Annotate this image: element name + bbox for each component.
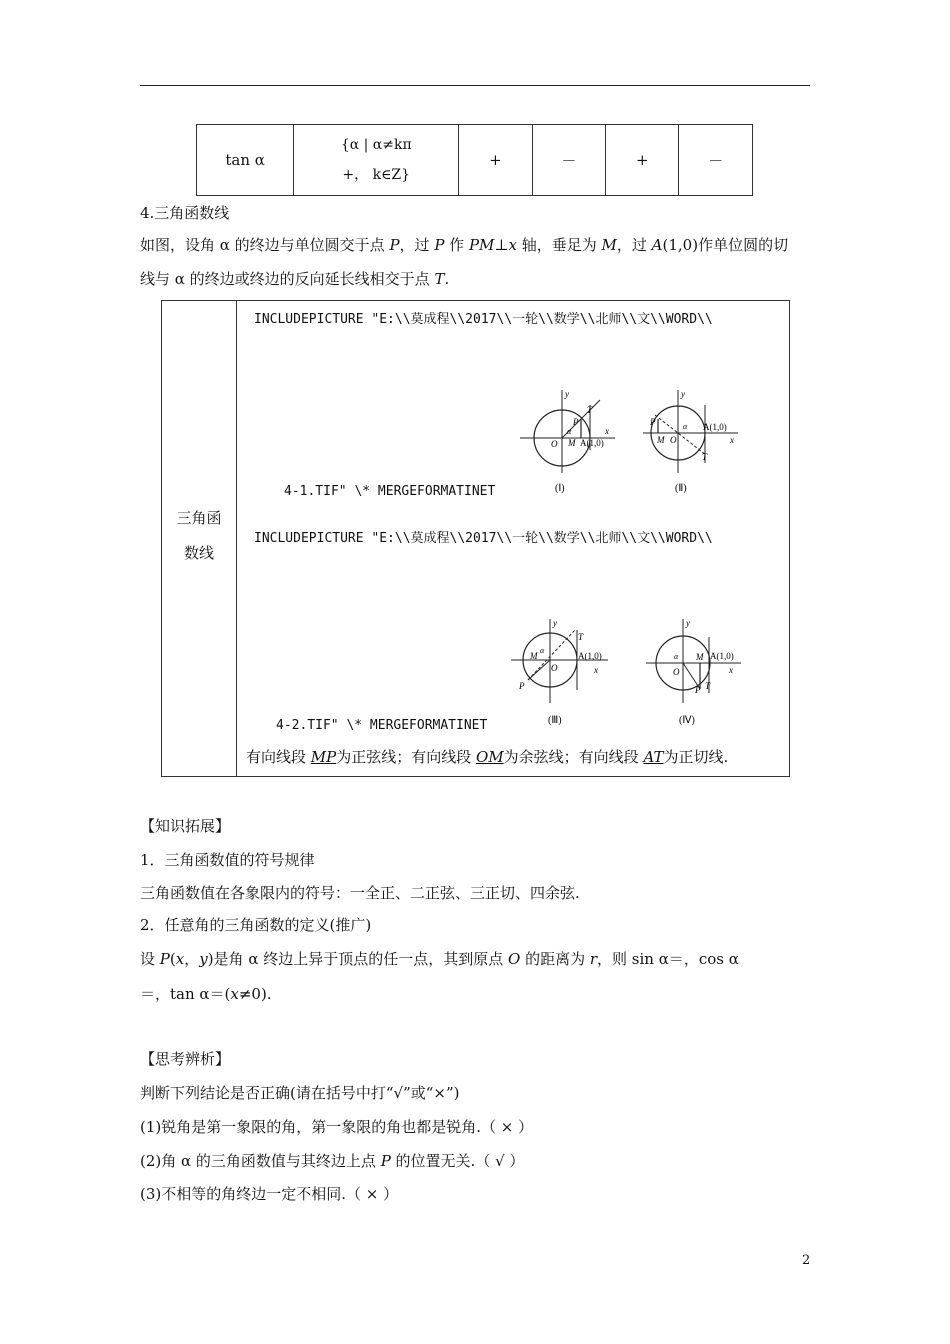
func-name: tan α bbox=[225, 151, 265, 169]
table-row bbox=[197, 125, 753, 196]
text: 如图，设角 α 的终边与单位圆交于点 bbox=[140, 236, 390, 254]
var-P: P bbox=[380, 1152, 391, 1170]
sign-q1: + bbox=[459, 125, 532, 196]
label-alpha: α bbox=[540, 646, 545, 655]
extension-item2: 2．任意角的三角函数的定义(推广) bbox=[140, 916, 372, 934]
label-alpha: α bbox=[683, 422, 688, 431]
var-x: x bbox=[230, 985, 239, 1003]
thinking-heading: 【思考辨析】 bbox=[140, 1050, 231, 1068]
text: 为余弦线；有向线段 bbox=[503, 748, 644, 766]
label-M: M bbox=[696, 652, 704, 662]
label-P: P bbox=[573, 417, 579, 427]
label-P: P bbox=[519, 681, 525, 691]
label-T: T bbox=[705, 681, 711, 691]
figure-2 bbox=[640, 385, 750, 500]
text: 为正切线. bbox=[663, 748, 729, 766]
var-P: P bbox=[159, 950, 170, 968]
var-x: x bbox=[175, 950, 185, 968]
label-M: M bbox=[657, 435, 665, 445]
box-label-line1: 三角函 bbox=[176, 509, 222, 527]
text: 的位置无关.（ √ ） bbox=[390, 1152, 525, 1170]
text: ，过 bbox=[616, 236, 652, 254]
func-cell bbox=[197, 125, 294, 196]
text: (2)角 α 的三角函数值与其终边上点 bbox=[140, 1152, 381, 1170]
label-P: P bbox=[695, 685, 701, 695]
page-number: 2 bbox=[802, 1253, 811, 1268]
text: 作 bbox=[444, 236, 469, 254]
var-r: r bbox=[589, 950, 598, 968]
section4-heading: 4.三角函数线 bbox=[140, 204, 230, 222]
var-T: T bbox=[434, 270, 445, 288]
box-label-line2: 数线 bbox=[183, 544, 214, 562]
figure-1 bbox=[515, 385, 625, 500]
text: 有向线段 bbox=[246, 748, 311, 766]
extension-item2-line2 bbox=[140, 983, 272, 1004]
text: ，过 bbox=[399, 236, 435, 254]
label-T: T bbox=[702, 452, 708, 462]
trig-line-summary bbox=[246, 746, 728, 767]
label-O: O bbox=[670, 435, 677, 445]
text: (1,0)作单位圆的切 bbox=[662, 236, 789, 254]
text: ＝，tan α＝( bbox=[140, 985, 231, 1003]
figure-2-caption: (Ⅱ) bbox=[675, 483, 687, 494]
label-A: A(1,0) bbox=[710, 651, 734, 661]
text: . bbox=[444, 270, 450, 288]
sign-q2: － bbox=[532, 125, 605, 196]
sign-table bbox=[196, 124, 753, 196]
thinking-q3: (3)不相等的角终边一定不相同.（ × ） bbox=[140, 1185, 399, 1203]
extension-item1: 1．三角函数值的符号规律 bbox=[140, 851, 315, 869]
figure-3-caption: (Ⅲ) bbox=[548, 715, 562, 726]
label-y: y bbox=[681, 389, 685, 399]
label-A: A(1,0) bbox=[580, 438, 604, 448]
section4-para-line2 bbox=[140, 268, 449, 289]
label-y: y bbox=[686, 618, 690, 628]
var-y: y bbox=[199, 950, 208, 968]
text: )是角 α 终边上异于顶点的任一点，其到原点 bbox=[207, 950, 508, 968]
merge-field-1: 4-1.TIF" \* MERGEFORMATINET bbox=[284, 484, 496, 499]
text: 为正弦线；有向线段 bbox=[336, 748, 477, 766]
var-P: P bbox=[434, 236, 445, 254]
var-M: M bbox=[601, 236, 617, 254]
domain-line2: +， k∈Z} bbox=[342, 167, 411, 183]
label-T: T bbox=[587, 405, 593, 415]
segment-OM: OM bbox=[476, 748, 504, 766]
text: ，则 sin α＝，cos α bbox=[597, 950, 739, 968]
text: ⊥ bbox=[494, 236, 509, 254]
label-M: M bbox=[568, 438, 576, 448]
segment-MP: MP bbox=[310, 748, 337, 766]
include-field-1: INCLUDEPICTURE "E:\\莫成程\\2017\\一轮\\数学\\北师\\文\\WORD\\ bbox=[254, 312, 713, 327]
var-O: O bbox=[508, 950, 521, 968]
var-A: A bbox=[651, 236, 663, 254]
header-rule bbox=[140, 85, 810, 86]
label-P: P bbox=[650, 417, 656, 427]
label-A: A(1,0) bbox=[703, 422, 727, 432]
section4-para-line1 bbox=[140, 234, 788, 255]
text: 轴，垂足为 bbox=[516, 236, 602, 254]
label-O: O bbox=[551, 663, 558, 673]
var-PM: PM bbox=[468, 236, 495, 254]
label-alpha: α bbox=[674, 652, 679, 661]
thinking-q2 bbox=[140, 1150, 524, 1171]
domain-cell bbox=[294, 125, 459, 196]
label-A: A(1,0) bbox=[578, 651, 602, 661]
extension-heading: 【知识拓展】 bbox=[140, 817, 231, 835]
text: 的距离为 bbox=[520, 950, 590, 968]
figure-3 bbox=[508, 615, 623, 730]
figure-4-caption: (Ⅳ) bbox=[679, 715, 695, 726]
var-x: x bbox=[508, 236, 517, 254]
label-T: T bbox=[578, 632, 584, 642]
label-x: x bbox=[594, 665, 598, 675]
label-x: x bbox=[729, 665, 733, 675]
text: 线与 α 的终边或终边的反向延长线相交于点 bbox=[140, 270, 435, 288]
label-alpha: α bbox=[567, 427, 572, 436]
merge-field-2: 4-2.TIF" \* MERGEFORMATINET bbox=[276, 718, 488, 733]
label-O: O bbox=[551, 439, 558, 449]
figure-1-caption: (Ⅰ) bbox=[555, 483, 565, 494]
label-x: x bbox=[730, 435, 734, 445]
text: ， bbox=[184, 950, 200, 968]
label-x: x bbox=[605, 426, 609, 436]
figure-4 bbox=[643, 615, 753, 730]
include-field-2: INCLUDEPICTURE "E:\\莫成程\\2017\\一轮\\数学\\北师\\文\\WORD\\ bbox=[254, 531, 713, 546]
domain-line1: {α | α≠kπ bbox=[340, 137, 412, 153]
extension-item2-line1 bbox=[140, 948, 739, 969]
thinking-q1: (1)锐角是第一象限的角，第一象限的角也都是锐角.（ × ） bbox=[140, 1118, 534, 1136]
var-P: P bbox=[389, 236, 400, 254]
sign-q3: + bbox=[606, 125, 679, 196]
text: ≠0). bbox=[238, 985, 272, 1003]
label-y: y bbox=[565, 389, 569, 399]
sign-q4: － bbox=[679, 125, 753, 196]
label-O: O bbox=[673, 667, 680, 677]
segment-AT: AT bbox=[643, 748, 664, 766]
box-label bbox=[162, 501, 236, 571]
extension-item1-text: 三角函数值在各象限内的符号：一全正、二正弦、三正切、四余弦. bbox=[140, 884, 580, 902]
box-label-column bbox=[162, 301, 237, 776]
label-M: M bbox=[530, 651, 538, 661]
label-y: y bbox=[553, 618, 557, 628]
text: 设 bbox=[140, 950, 160, 968]
text: ( bbox=[169, 950, 176, 968]
thinking-intro: 判断下列结论是否正确(请在括号中打“√”或“×”) bbox=[140, 1084, 460, 1102]
